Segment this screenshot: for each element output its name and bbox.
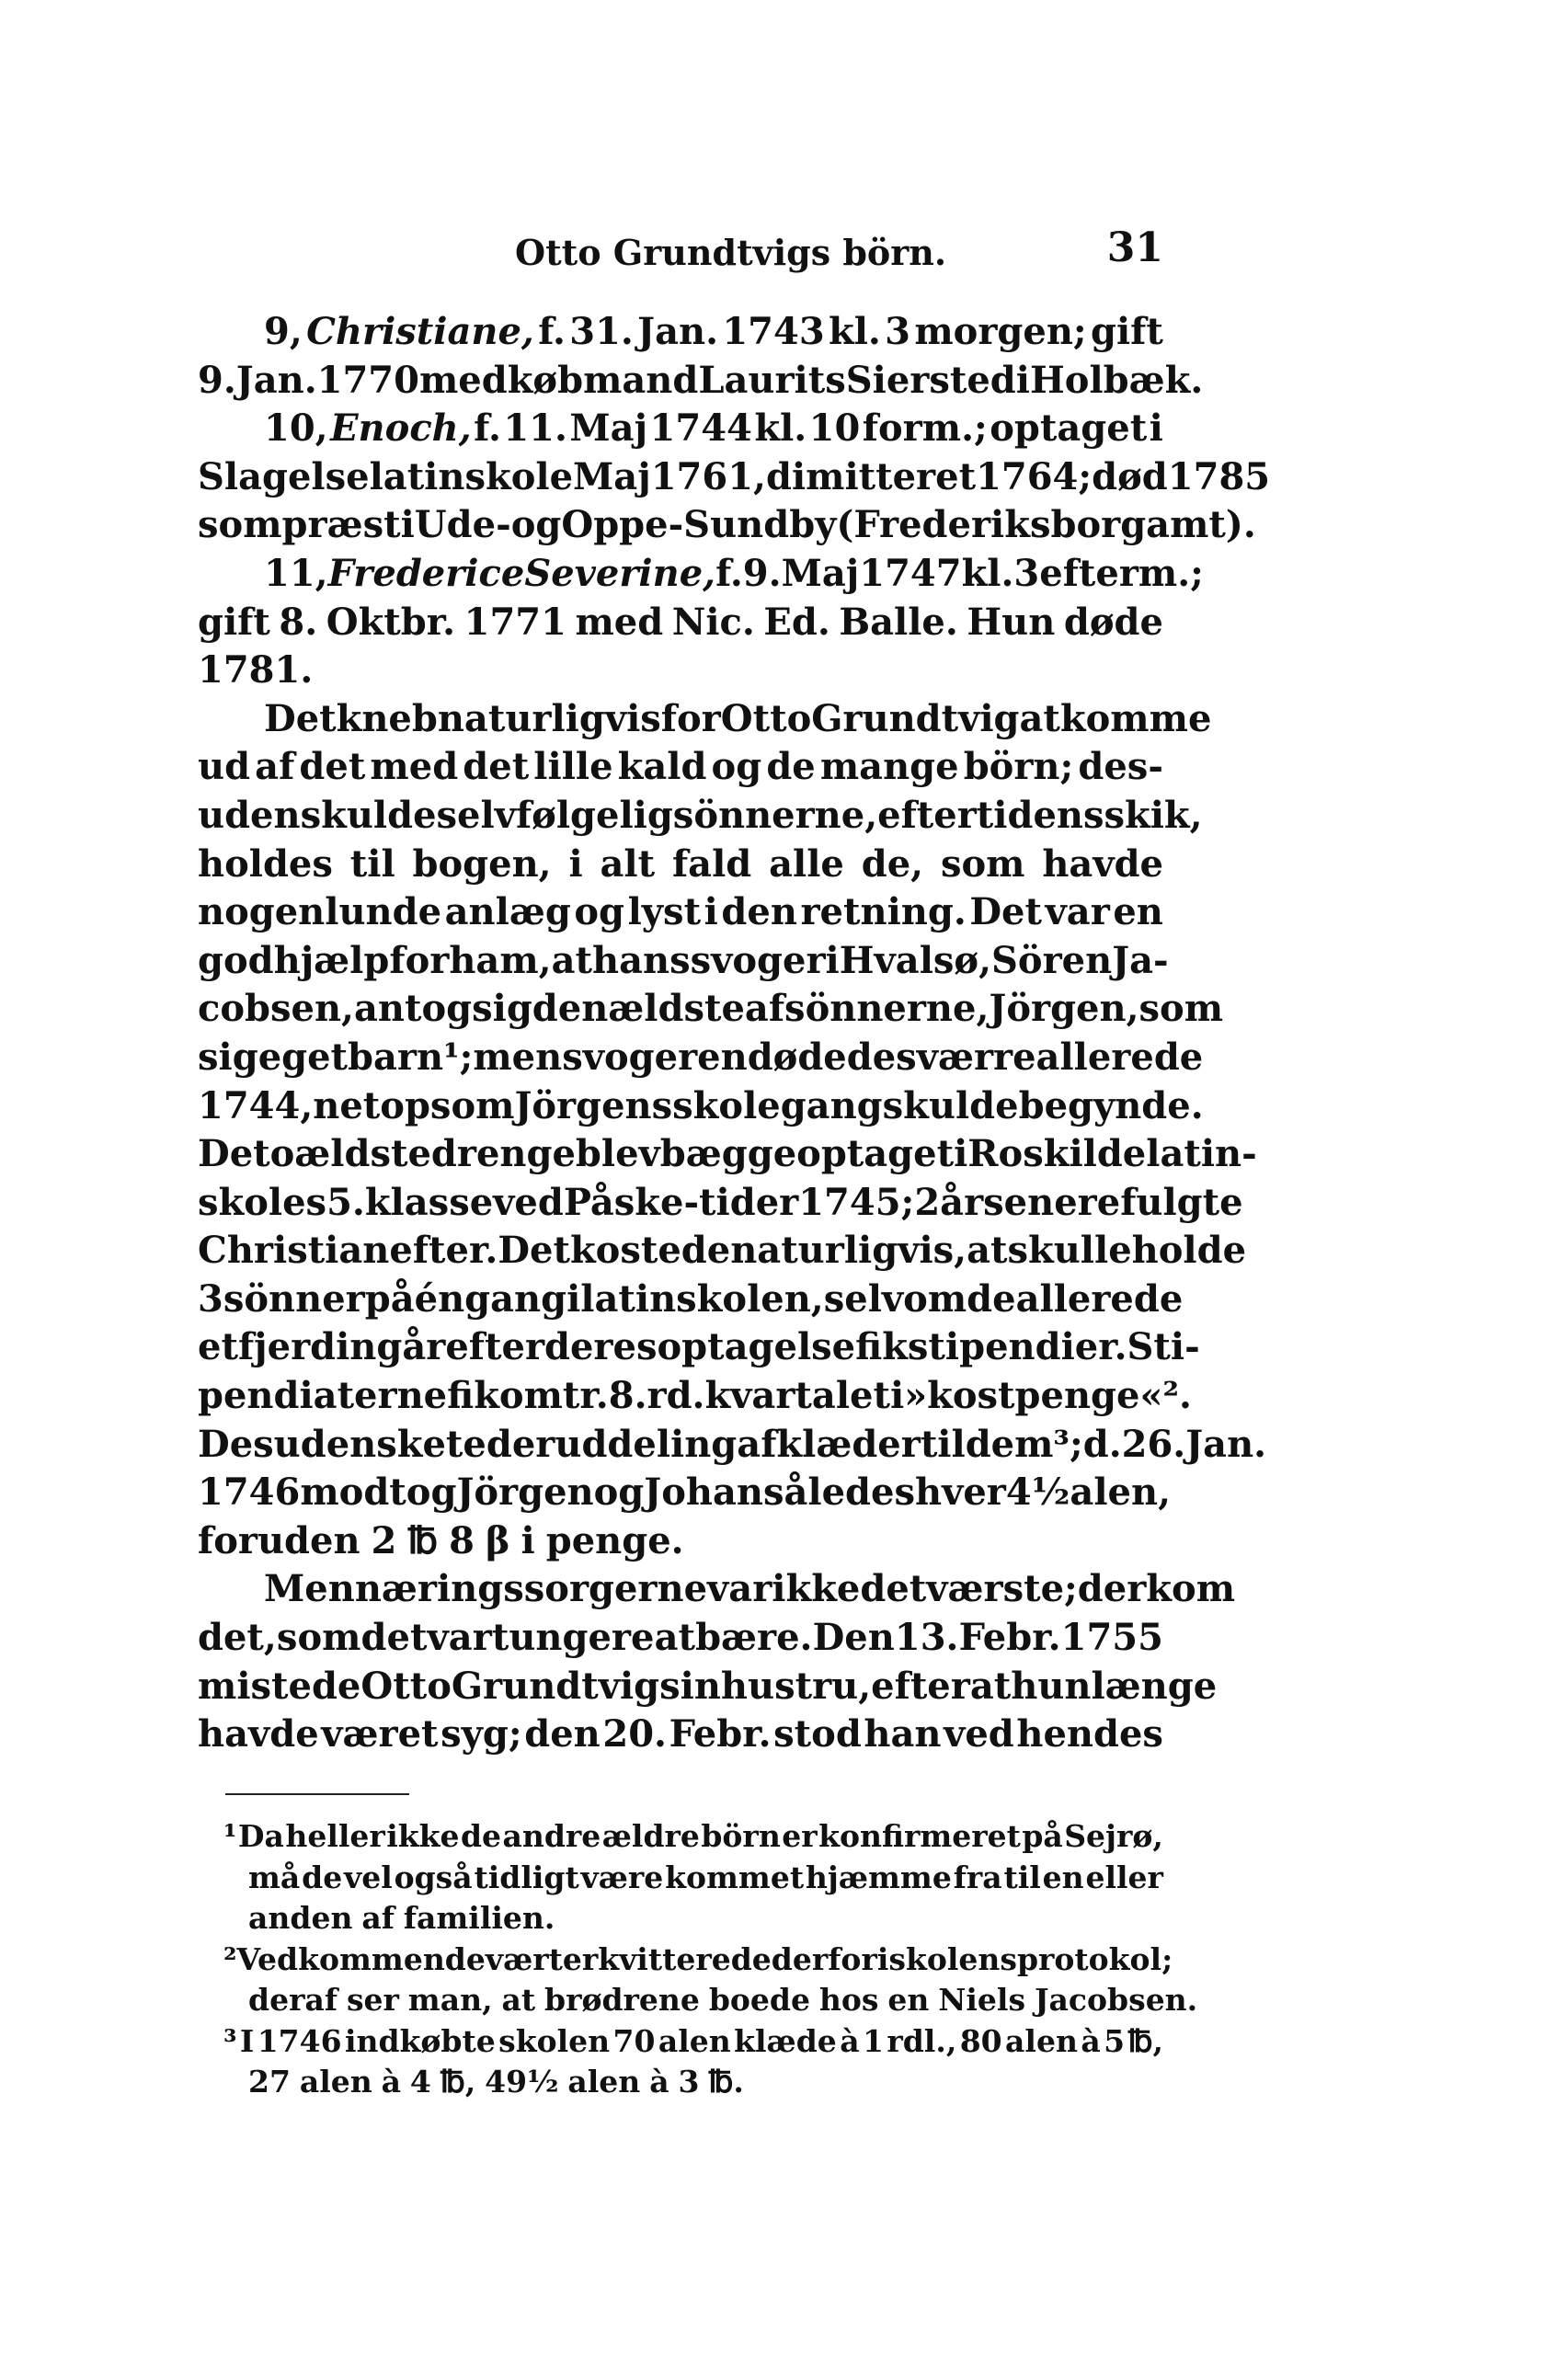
text-line: Christian efter. Det kostede naturligvis, at skulle holde <box>198 1229 1247 1273</box>
footnote-line: ¹ Da heller ikke de andre ældre börn er konfirmeret på Sejrø, <box>223 1818 1163 1854</box>
text-line: det, som det var tungere at bære. Den 13. Febr. 1755 <box>198 1616 1163 1660</box>
text-line: De to ældste drenge blev bægge optaget i Roskilde latin- <box>198 1132 1257 1176</box>
text-line: Slagelse latinskole Maj 1761, dimitteret 1764; død 1785 <box>198 454 1271 498</box>
footnote-line: ³ I 1746 indkøbte skolen 70 alen klæde à 1 rdl., 80 alen à 5 ℔, <box>223 2022 1163 2059</box>
text-line: 9, Christiane, f. 31. Jan. 1743 kl. 3 morgen; gift <box>264 310 1163 353</box>
footnote-line: anden af familien. <box>248 1900 555 1936</box>
footnotes <box>198 1816 1198 2103</box>
text-line: et fjerdingår efter deres optagelse fik stipendier. Sti- <box>198 1325 1200 1369</box>
text-line: 1781. <box>198 648 314 692</box>
text-line: mistede Otto Grundtvig sin hustru, efter at hun længe <box>198 1664 1218 1708</box>
text-line: pendiaterne fik omtr. 8. rd. kvartalet i »kostpenge«². <box>198 1374 1192 1418</box>
text-line: havde været syg; den 20. Febr. stod han ved hendes <box>198 1712 1163 1756</box>
text-line: 10, Enoch, f. 11. Maj 1744 kl. 10 form.; optaget i <box>264 406 1163 451</box>
text-line: skoles 5. klasse ved Påske-tider 1745; 2 år senere fulgte <box>198 1180 1243 1224</box>
text-line: sig eget barn¹; men svogeren døde des værre allerede <box>198 1035 1204 1079</box>
body-text <box>198 308 1271 1759</box>
text-line: god hjælp for ham, at hans svoger i Hvalsø, Sören Ja- <box>198 938 1169 982</box>
text-line: uden skulde selvfølgelig sönnerne, efter tidens skik, <box>198 793 1203 837</box>
text-line: nogenlunde anlæg og lyst i den retning. Det var en <box>198 890 1163 934</box>
text-line: cobsen, antog sig den ældste af sönnerne, Jörgen, som <box>198 987 1224 1031</box>
running-title: Otto Grundtvigs börn. <box>515 232 947 273</box>
footnote-line: deraf ser man, at brødrene boede hos en Niels Jacobsen. <box>248 1982 1198 2018</box>
text-line: Det kneb naturligvis for Otto Grundtvig at komme <box>264 696 1212 740</box>
text-line: 1744, netop som Jörgens skolegang skulde begynde. <box>198 1083 1204 1127</box>
text-line: Men næringssorgerne var ikke det værste; der kom <box>264 1567 1236 1611</box>
text-line: holdes til bogen, i alt fald alle de, som havde <box>198 841 1163 886</box>
page-header <box>198 224 1163 287</box>
text-line: 3 sönner på én gang i latinskolen, selv om de allerede <box>198 1276 1184 1321</box>
text-line: 11, Frederice Severine, f. 9. Maj 1747 kl. 3 efterm.; <box>264 551 1204 595</box>
text-line: 1746 modtog Jörgen og Johan således hver 4½ alen, <box>198 1470 1171 1515</box>
text-line: gift 8. Oktbr. 1771 med Nic. Ed. Balle. Hun døde <box>198 600 1163 644</box>
text-line: ud af det med det lille kald og de mange börn; des- <box>198 745 1163 789</box>
page-number: 31 <box>1106 224 1163 271</box>
footnote-line: ² Vedkommende værter kvitterede derfor i skolens protokol; <box>223 1940 1173 1977</box>
footnote-line: 27 alen à 4 ℔, 49½ alen à 3 ℔. <box>248 2064 744 2100</box>
text-line: 9. Jan. 1770 med købmand Laurits Siersted i Holbæk. <box>198 358 1204 402</box>
footnote-line: må de vel også tidligt være kommet hjæmme fra til en eller <box>248 1859 1163 1895</box>
text-line: som præst i Ude- og Oppe-Sundby (Frederiksborg amt). <box>198 503 1256 547</box>
text-line: Desuden skete der uddeling af klæder til dem³; d. 26. Jan. <box>198 1422 1267 1466</box>
text-line: foruden 2 ℔ 8 β i penge. <box>198 1518 684 1562</box>
footnote-divider <box>225 1793 409 1795</box>
